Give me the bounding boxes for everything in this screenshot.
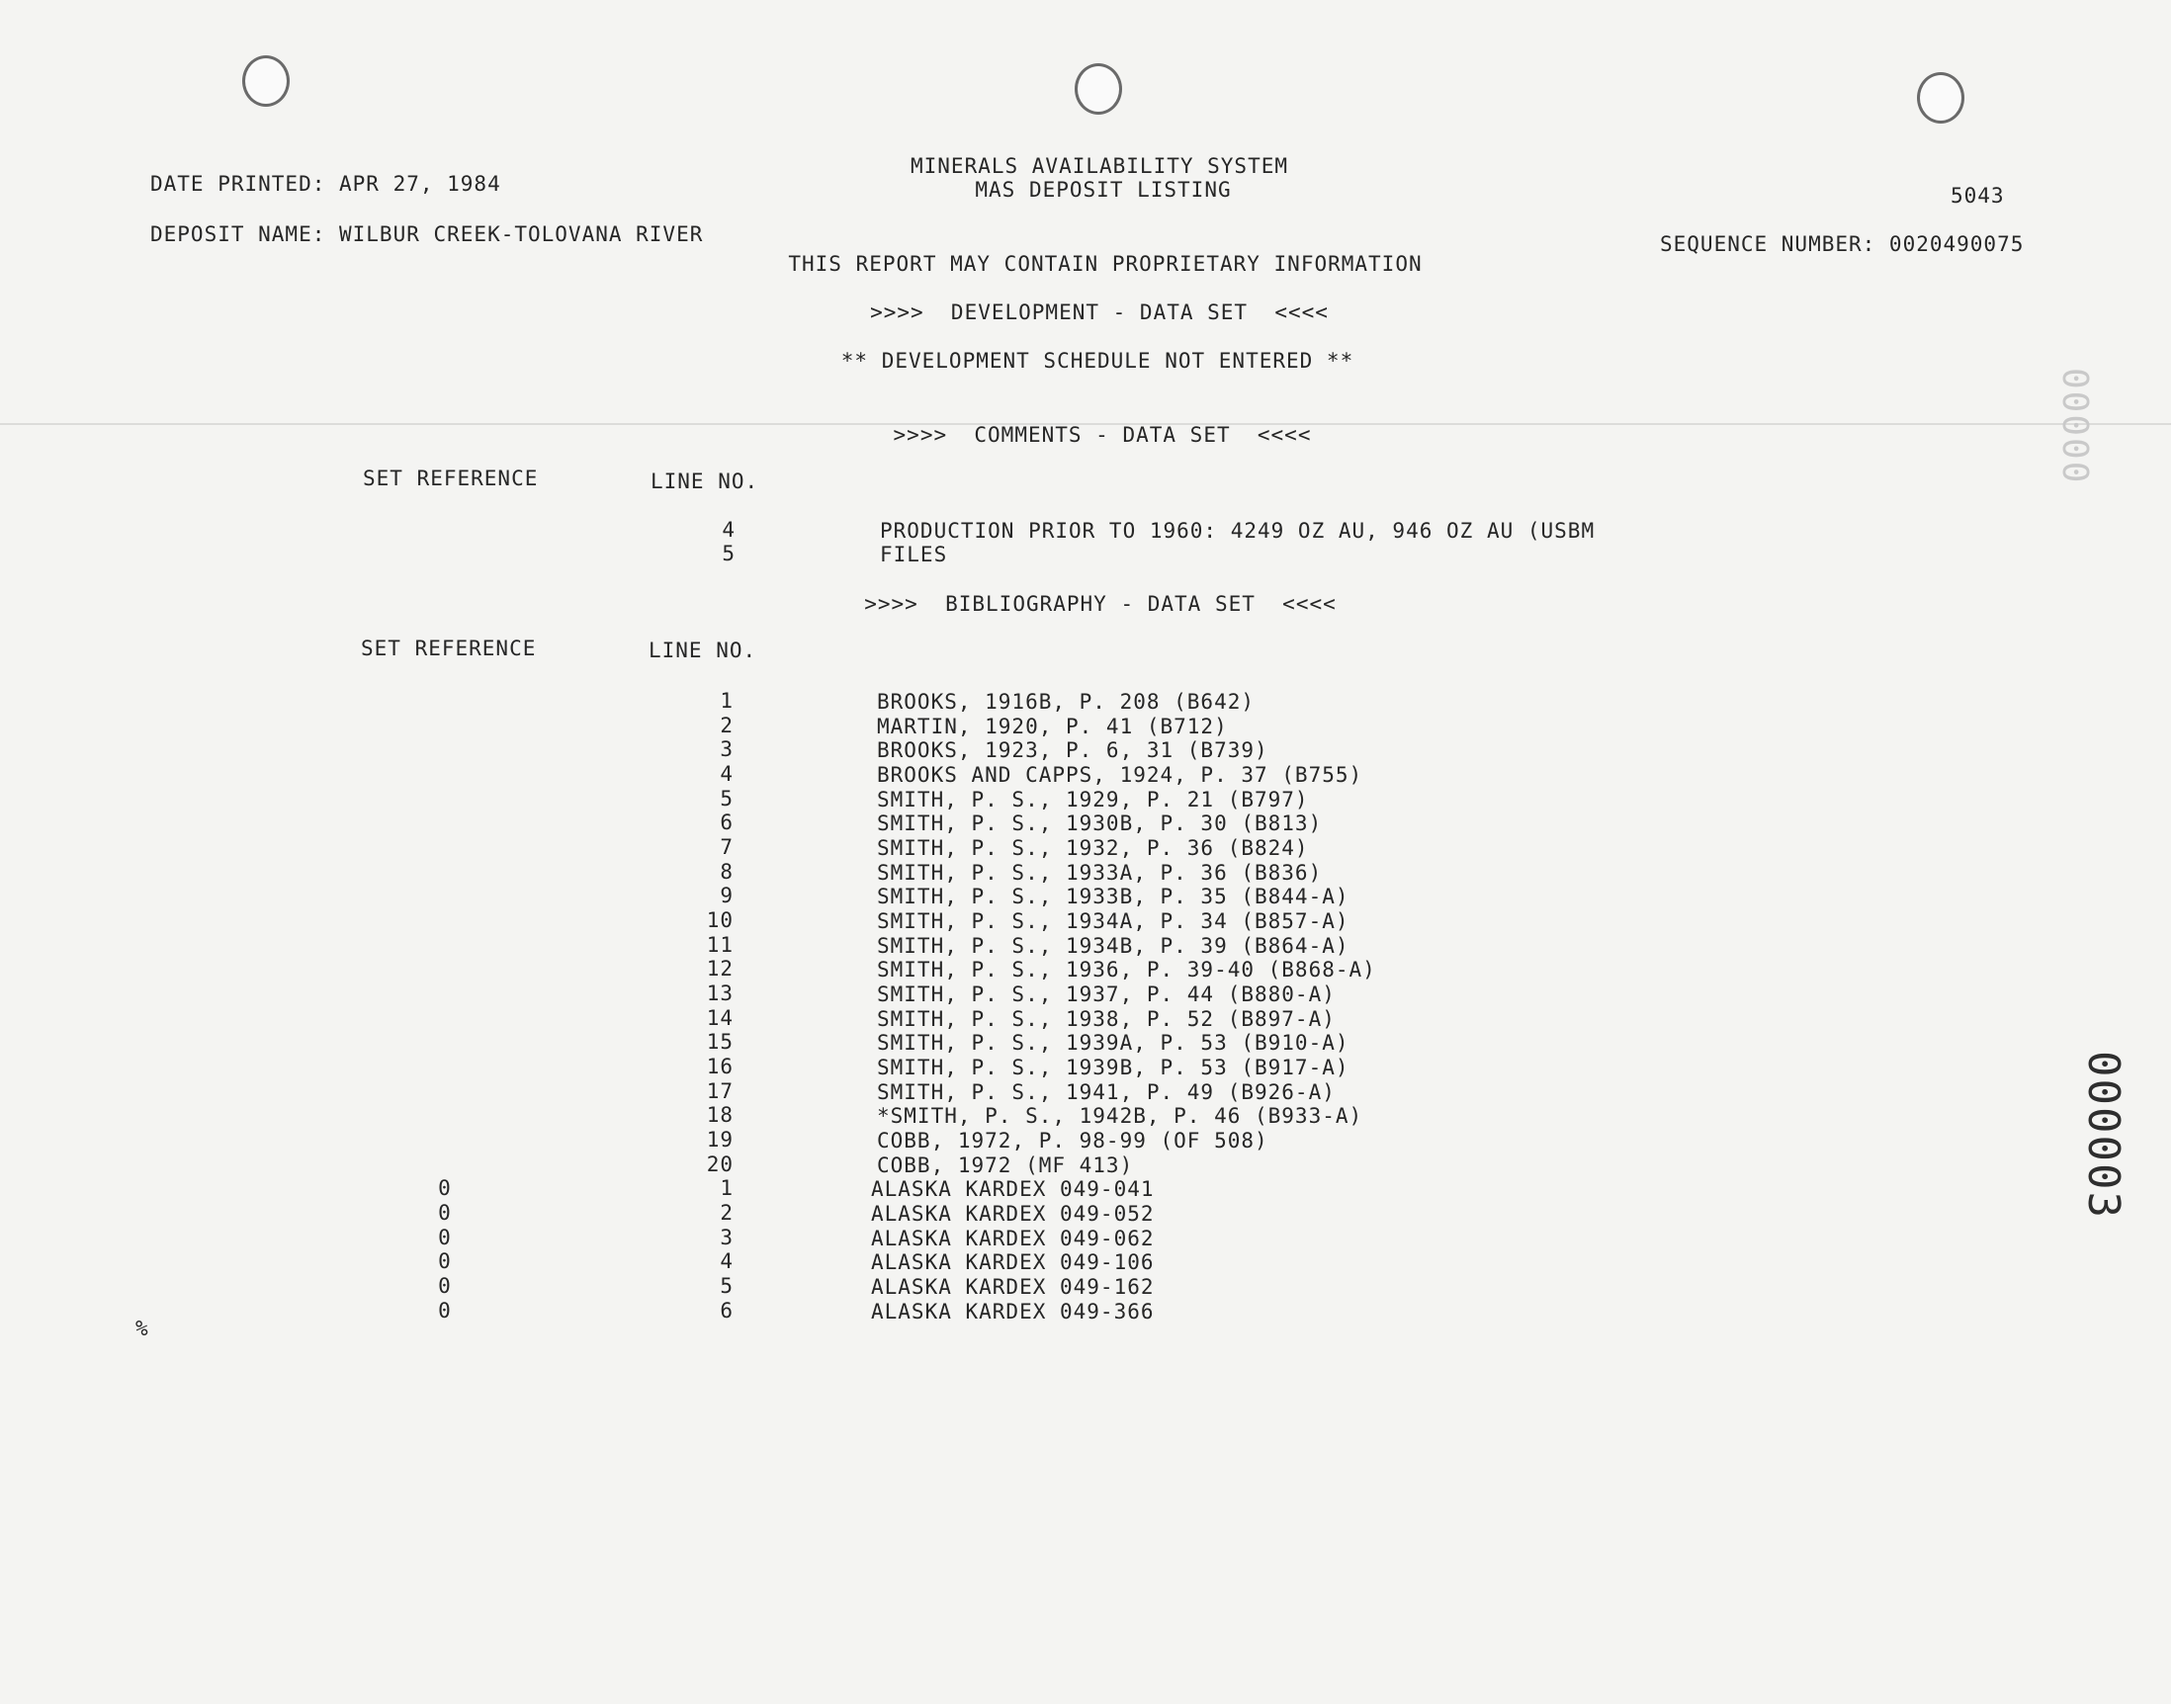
line-number: 3 <box>720 1226 734 1249</box>
date-printed: DATE PRINTED: APR 27, 1984 <box>150 172 501 196</box>
bibliography-heading: >>>> BIBLIOGRAPHY - DATA SET <<<< <box>864 592 1337 616</box>
development-heading: >>>> DEVELOPMENT - DATA SET <<<< <box>870 300 1329 324</box>
proprietary-notice: THIS REPORT MAY CONTAIN PROPRIETARY INFORMATION <box>788 252 1423 276</box>
bibliography-col-set-reference: SET REFERENCE <box>361 637 537 660</box>
citation-text: ALASKA KARDEX 049-062 <box>871 1227 1155 1250</box>
citation-text: SMITH, P. S., 1941, P. 49 (B926-A) <box>877 1080 1336 1104</box>
line-number: 4 <box>720 1249 734 1273</box>
development-note: ** DEVELOPMENT SCHEDULE NOT ENTERED ** <box>840 349 1354 373</box>
sequence-number: SEQUENCE NUMBER: 0020490075 <box>1660 232 2025 256</box>
line-number: 9 <box>720 884 734 907</box>
line-number: 4 <box>720 762 734 786</box>
line-number: 14 <box>706 1006 734 1030</box>
citation-text: BROOKS, 1916B, P. 208 (B642) <box>877 690 1256 714</box>
line-number: 16 <box>706 1055 734 1078</box>
line-number: 18 <box>706 1103 734 1127</box>
footer-symbol: % <box>135 1317 149 1340</box>
set-reference: 0 <box>438 1201 452 1225</box>
citation-text: SMITH, P. S., 1934B, P. 39 (B864-A) <box>877 934 1349 958</box>
line-number: 13 <box>706 982 734 1005</box>
line-number: 4 <box>722 518 736 542</box>
comments-col-line-no: LINE NO. <box>651 470 759 493</box>
comment-text: FILES <box>880 543 948 566</box>
set-reference: 0 <box>438 1299 452 1323</box>
system-title: MINERALS AVAILABILITY SYSTEM <box>910 154 1289 178</box>
citation-text: SMITH, P. S., 1933A, P. 36 (B836) <box>877 861 1323 885</box>
set-reference: 0 <box>438 1249 452 1273</box>
line-number: 17 <box>706 1079 734 1103</box>
line-number: 8 <box>720 860 734 884</box>
citation-text: SMITH, P. S., 1934A, P. 34 (B857-A) <box>877 909 1349 933</box>
citation-text: SMITH, P. S., 1939A, P. 53 (B910-A) <box>877 1031 1349 1055</box>
line-number: 15 <box>706 1030 734 1054</box>
deposit-name: DEPOSIT NAME: WILBUR CREEK-TOLOVANA RIVER <box>150 222 704 246</box>
citation-text: SMITH, P. S., 1937, P. 44 (B880-A) <box>877 982 1336 1006</box>
citation-text: SMITH, P. S., 1930B, P. 30 (B813) <box>877 811 1323 835</box>
citation-text: SMITH, P. S., 1938, P. 52 (B897-A) <box>877 1007 1336 1031</box>
citation-text: COBB, 1972, P. 98-99 (OF 508) <box>877 1129 1268 1153</box>
citation-text: SMITH, P. S., 1933B, P. 35 (B844-A) <box>877 885 1349 908</box>
line-number: 11 <box>706 933 734 957</box>
line-number: 2 <box>720 1201 734 1225</box>
comment-text: PRODUCTION PRIOR TO 1960: 4249 OZ AU, 946 OZ AU (USBM <box>880 519 1596 543</box>
citation-text: *SMITH, P. S., 1942B, P. 46 (B933-A) <box>877 1104 1363 1128</box>
citation-text: BROOKS, 1923, P. 6, 31 (B739) <box>877 738 1268 762</box>
line-number: 2 <box>720 714 734 737</box>
bibliography-col-line-no: LINE NO. <box>649 639 757 662</box>
citation-text: SMITH, P. S., 1929, P. 21 (B797) <box>877 788 1309 811</box>
punch-hole <box>242 55 290 107</box>
page-number: 5043 <box>1951 184 2005 208</box>
set-reference: 0 <box>438 1274 452 1298</box>
comments-col-set-reference: SET REFERENCE <box>363 467 539 490</box>
line-number: 3 <box>720 737 734 761</box>
line-number: 5 <box>722 542 736 565</box>
line-number: 1 <box>720 1176 734 1200</box>
line-number: 5 <box>720 1274 734 1298</box>
line-number: 7 <box>720 835 734 859</box>
citation-text: SMITH, P. S., 1939B, P. 53 (B917-A) <box>877 1056 1349 1079</box>
line-number: 1 <box>720 689 734 713</box>
punch-hole <box>1075 63 1122 115</box>
line-number: 10 <box>706 908 734 932</box>
line-number: 12 <box>706 957 734 981</box>
citation-text: BROOKS AND CAPPS, 1924, P. 37 (B755) <box>877 763 1363 787</box>
citation-text: COBB, 1972 (MF 413) <box>877 1153 1134 1177</box>
citation-text: ALASKA KARDEX 049-052 <box>871 1202 1155 1226</box>
margin-page-stamp: 000003 <box>2078 1051 2129 1220</box>
line-number: 19 <box>706 1128 734 1152</box>
citation-text: ALASKA KARDEX 049-366 <box>871 1300 1155 1324</box>
line-number: 20 <box>706 1153 734 1176</box>
citation-text: ALASKA KARDEX 049-162 <box>871 1275 1155 1299</box>
citation-text: SMITH, P. S., 1936, P. 39-40 (B868-A) <box>877 958 1376 982</box>
line-number: 6 <box>720 811 734 834</box>
citation-text: SMITH, P. S., 1932, P. 36 (B824) <box>877 836 1309 860</box>
line-number: 5 <box>720 787 734 811</box>
punch-hole <box>1917 72 1964 124</box>
set-reference: 0 <box>438 1176 452 1200</box>
listing-title: MAS DEPOSIT LISTING <box>975 178 1232 202</box>
set-reference: 0 <box>438 1226 452 1249</box>
margin-ghost-stamp: 00000 <box>2054 368 2095 485</box>
comments-heading: >>>> COMMENTS - DATA SET <<<< <box>893 423 1312 447</box>
line-number: 6 <box>720 1299 734 1323</box>
citation-text: ALASKA KARDEX 049-041 <box>871 1177 1155 1201</box>
citation-text: MARTIN, 1920, P. 41 (B712) <box>877 715 1228 738</box>
citation-text: ALASKA KARDEX 049-106 <box>871 1250 1155 1274</box>
